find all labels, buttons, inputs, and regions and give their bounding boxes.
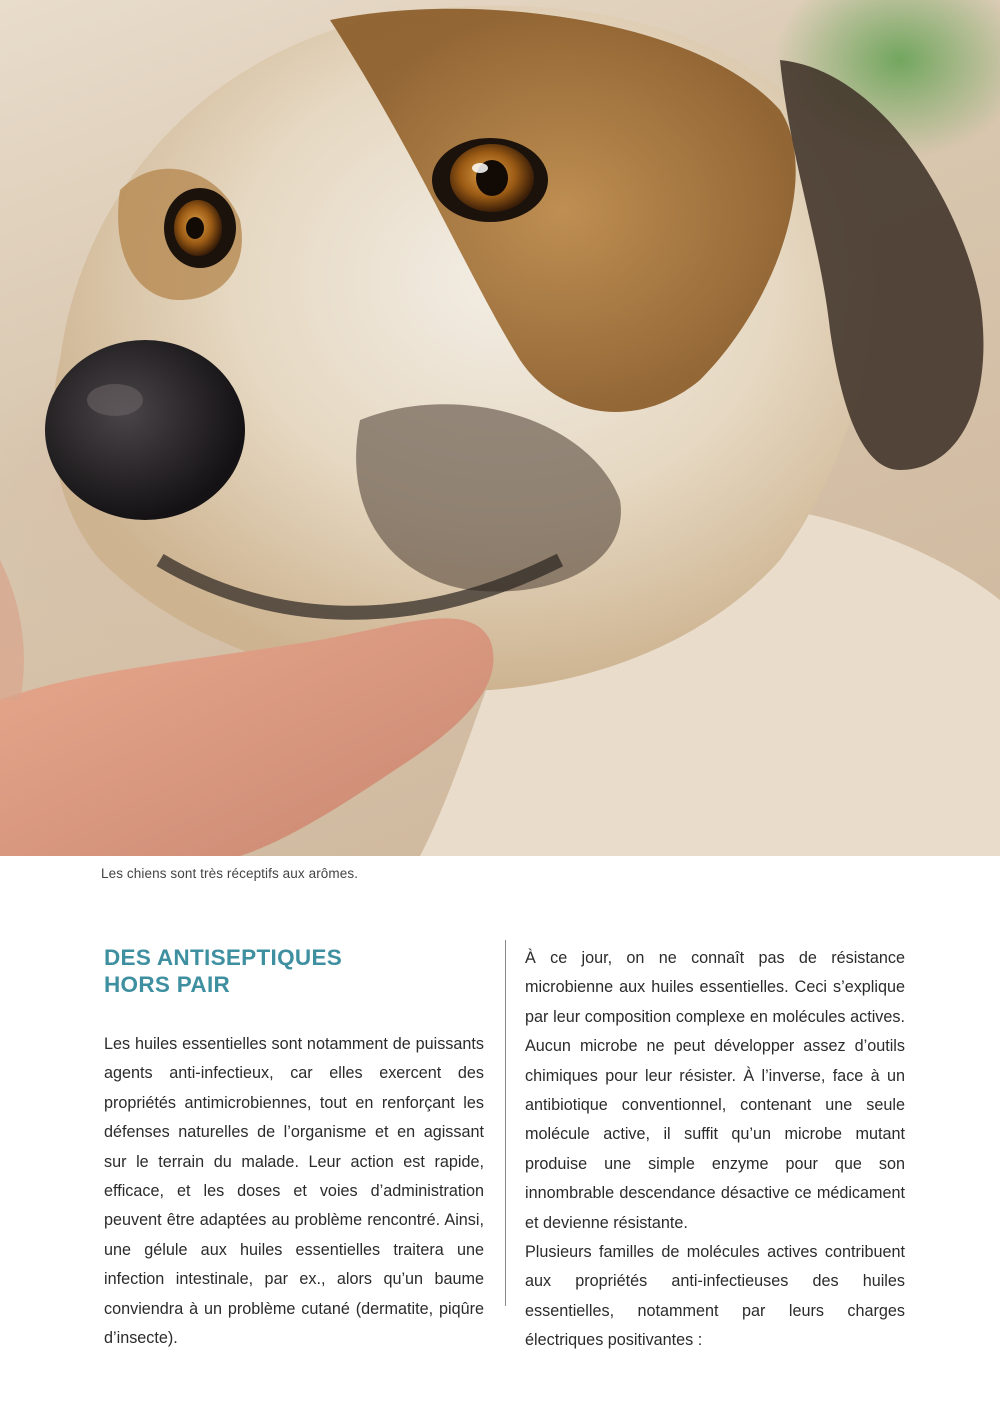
human-hand <box>0 618 493 856</box>
heading-line-2: HORS PAIR <box>104 972 231 997</box>
dog-nose <box>45 340 245 520</box>
heading-line-1: DES ANTISEPTIQUES <box>104 945 343 970</box>
column-divider <box>505 940 506 1306</box>
right-column-paragraph-2: Plusieurs familles de molécules actives contribuent aux propriétés anti-infectieuses des huiles essentielles, notamment par leurs charges électriques positivantes : <box>525 1243 905 1350</box>
right-column-paragraph-1: À ce jour, on ne connaît pas de résistance microbienne aux huiles essentielles. Ceci s’explique par leur composition complexe en molécules actives. Aucun microbe ne peut développer assez d’outils chimiques pour leur résister. À l’inverse, face à un antibiotique conventionnel, contenant une seule molécule active, il suffit qu’un microbe mutant produise une simple enzyme pour que son innombrable descendance désactive ce médicament et devienne résistante. <box>525 949 905 1232</box>
section-heading <box>104 944 464 998</box>
photo-caption: Les chiens sont très réceptifs aux arômes. <box>101 866 359 881</box>
left-column-paragraph: Les huiles essentielles sont notamment de puissants agents anti-infectieux, car elles exercent des propriétés antimicrobiennes, tout en renforçant les défenses naturelles de l’organisme et en agissant sur le terrain du malade. Leur action est rapide, efficace, et les doses et voies d’administration peuvent être adaptées au problème rencontré. Ainsi, une gélule aux huiles essentielles traitera une infection intestinale, par ex., alors qu’un baume conviendra à un problème cutané (dermatite, piqûre d’insecte). <box>104 1035 484 1348</box>
